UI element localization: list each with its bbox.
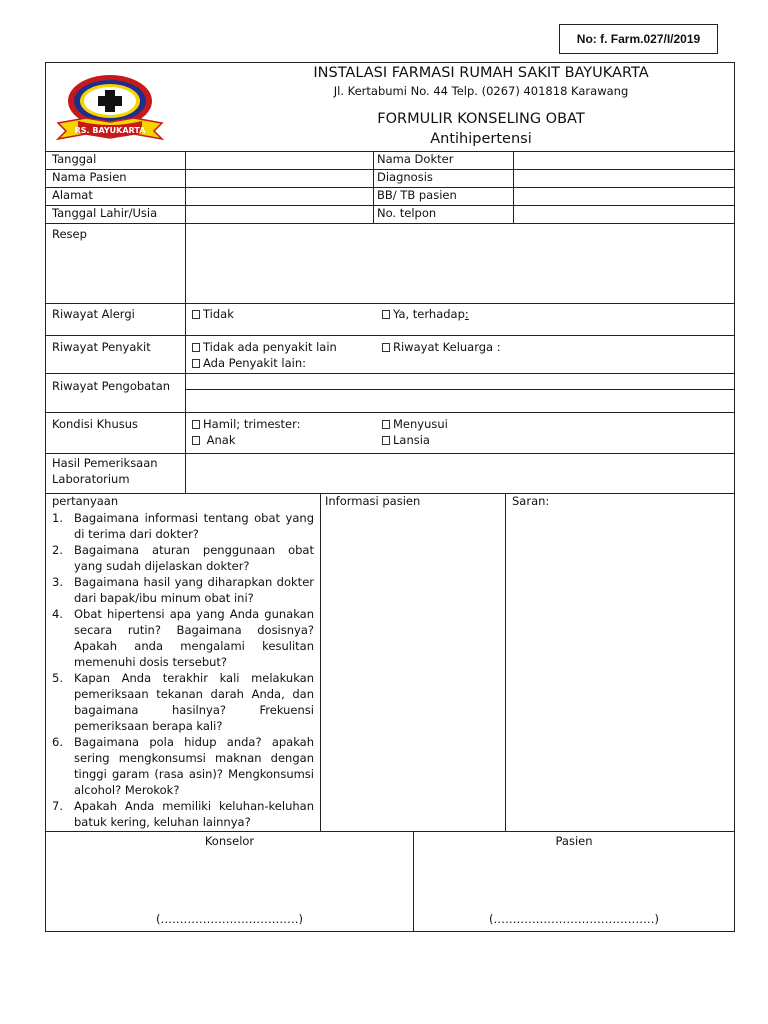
question-text: Apakah Anda memiliki keluhan-keluhan batuk kering, keluhan lainnya?	[74, 799, 314, 829]
checkbox-label: Tidak ada penyakit lain	[203, 340, 337, 354]
label-diagnosis: Diagnosis	[377, 170, 433, 184]
patient-info-header: Informasi pasien	[325, 494, 421, 508]
divider	[46, 303, 734, 304]
divider	[46, 831, 734, 832]
question-item	[52, 798, 314, 830]
logo-lettering: RS. BAYUKARTA	[74, 126, 146, 135]
question-number: 7.	[52, 799, 63, 813]
checkbox-alergi-tidak[interactable]	[192, 307, 234, 322]
question-text: Bagaimana hasil yang diharapkan dokter dari bapak/ibu minum obat ini?	[74, 575, 314, 605]
checkbox-label: Hamil; trimester:	[203, 417, 301, 431]
label-bb-tb: BB/ TB pasien	[377, 188, 457, 202]
question-text: Bagaimana informasi tentang obat yang di terima dari dokter?	[74, 511, 314, 541]
checkbox-label: Ya, terhadap	[393, 307, 465, 321]
question-item	[52, 606, 314, 670]
institution-name: INSTALASI FARMASI RUMAH SAKIT BAYUKARTA	[313, 65, 649, 81]
checkbox-label: Lansia	[393, 433, 430, 447]
question-item	[52, 670, 314, 734]
label-laboratorium: Laboratorium	[52, 472, 130, 486]
question-text: Obat hipertensi apa yang Anda gunakan secara rutin? Bagaimana dosisnya? Apakah anda mengalami kesulitan memenuhi dosis tersebut?	[74, 607, 314, 669]
divider	[185, 151, 186, 223]
question-number: 3.	[52, 575, 63, 589]
konselor-label: Konselor	[204, 834, 255, 848]
checkbox-icon	[192, 420, 200, 429]
hospital-logo	[50, 71, 176, 147]
label-riwayat-penyakit: Riwayat Penyakit	[52, 340, 151, 354]
label-no-telpon: No. telpon	[377, 206, 437, 220]
divider	[46, 373, 734, 374]
konselor-signature-line[interactable]: (………………………………)	[156, 912, 303, 926]
checkbox-label: Riwayat Keluarga :	[393, 340, 501, 354]
label-tanggal-lahir: Tanggal Lahir/Usia	[52, 206, 158, 220]
checkbox-icon	[382, 420, 390, 429]
checkbox-anak[interactable]	[192, 433, 236, 448]
divider	[320, 493, 321, 831]
checkbox-icon	[192, 359, 200, 368]
checkbox-icon	[382, 436, 390, 445]
checkbox-lansia[interactable]	[382, 433, 430, 448]
label-riwayat-pengobatan: Riwayat Pengobatan	[52, 379, 171, 393]
checkbox-label: Menyusui	[393, 417, 448, 431]
checkbox-icon	[192, 310, 200, 319]
question-item	[52, 542, 314, 574]
question-item	[52, 574, 314, 606]
question-text: Bagaimana aturan penggunaan obat yang sudah dijelaskan dokter?	[74, 543, 314, 573]
hospital-logo-icon	[50, 71, 176, 147]
label-alamat: Alamat	[52, 188, 93, 202]
question-text: Bagaimana pola hidup anda? apakah sering mengkonsumsi maknan dengan tinggi garam (rasa asin)? Mengkonsumsi alcohol? Merokok?	[74, 735, 314, 797]
divider	[46, 412, 734, 413]
divider	[185, 453, 186, 493]
label-tanggal: Tanggal	[52, 152, 97, 166]
advice-header: Saran:	[512, 494, 550, 508]
question-number: 4.	[52, 607, 63, 621]
question-number: 2.	[52, 543, 63, 557]
counseling-form	[45, 62, 735, 932]
checkbox-label: Anak	[206, 433, 236, 447]
question-item	[52, 510, 314, 542]
checkbox-alergi-ya[interactable]	[382, 307, 469, 322]
checkbox-riwayat-keluarga[interactable]	[382, 340, 501, 355]
question-number: 6.	[52, 735, 63, 749]
pasien-label: Pasien	[555, 834, 593, 848]
label-nama-pasien: Nama Pasien	[52, 170, 127, 184]
divider	[46, 453, 734, 454]
checkbox-icon	[382, 343, 390, 352]
divider	[373, 151, 374, 223]
label-riwayat-alergi: Riwayat Alergi	[52, 307, 135, 321]
pasien-signature-line[interactable]: (……………………………………)	[489, 912, 659, 926]
checkbox-icon	[192, 343, 200, 352]
label-resep: Resep	[52, 227, 87, 241]
institution-address: Jl. Kertabumi No. 44 Telp. (0267) 401818 Karawang	[333, 84, 629, 98]
divider	[46, 335, 734, 336]
checkbox-label: Ada Penyakit lain:	[203, 356, 307, 370]
question-text: Kapan Anda terakhir kali melakukan pemeriksaan tekanan darah Anda, dan bagaimana hasilnya? Frekuensi pemeriksaan berapa kali?	[74, 671, 314, 733]
question-item	[52, 734, 314, 798]
checkbox-hamil[interactable]	[192, 417, 301, 432]
checkbox-icon	[382, 310, 390, 319]
checkbox-menyusui[interactable]	[382, 417, 448, 432]
divider	[185, 223, 186, 473]
document-number: No: f. Farm.027/I/2019	[559, 24, 718, 54]
label-kondisi-khusus: Kondisi Khusus	[52, 417, 139, 431]
label-nama-dokter: Nama Dokter	[377, 152, 454, 166]
divider	[513, 151, 514, 223]
question-number: 1.	[52, 511, 63, 525]
form-title: FORMULIR KONSELING OBAT	[377, 111, 585, 127]
checkbox-suffix: :	[464, 307, 469, 321]
divider	[46, 223, 734, 224]
divider	[505, 493, 506, 831]
checkbox-penyakit-tidak[interactable]	[192, 340, 337, 355]
divider	[185, 389, 734, 390]
question-number: 5.	[52, 671, 63, 685]
questions-header: pertanyaan	[52, 494, 119, 508]
checkbox-penyakit-lain[interactable]	[192, 356, 306, 371]
checkbox-label: Tidak	[203, 307, 234, 321]
label-hasil-pemeriksaan: Hasil Pemeriksaan	[52, 456, 158, 470]
form-subtitle: Antihipertensi	[430, 131, 532, 147]
checkbox-icon	[192, 436, 200, 445]
